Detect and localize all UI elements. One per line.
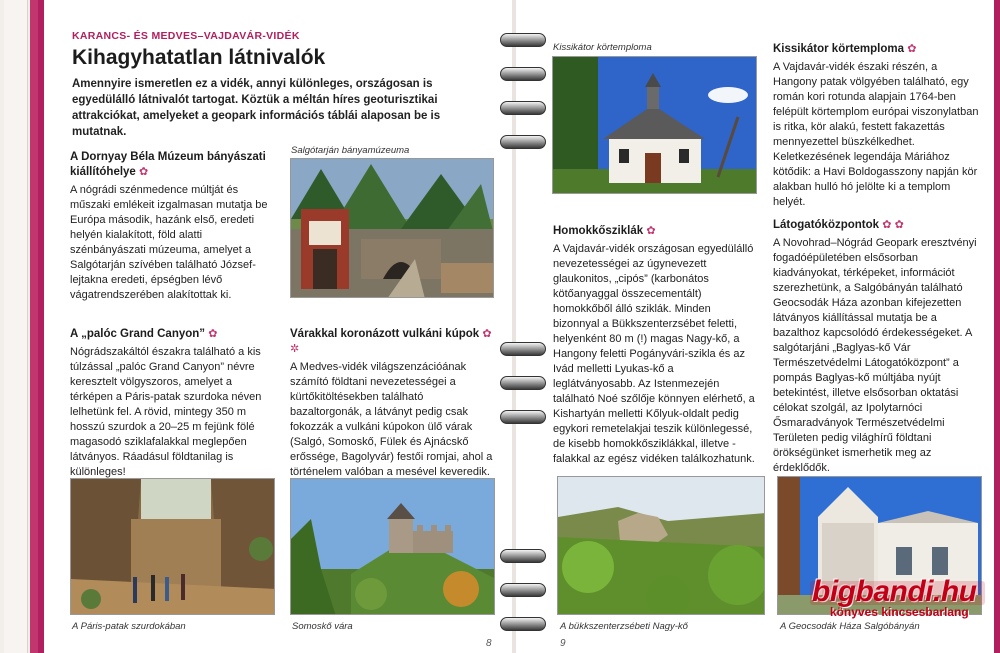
flower-icon: ✿ xyxy=(882,219,892,231)
section-title-kissikator: Kissikátor körtemploma xyxy=(773,43,905,55)
photo-somosko-castle xyxy=(290,478,495,615)
binding-ring xyxy=(500,342,546,356)
flower-icon: ✿ xyxy=(482,328,492,340)
section-canyon xyxy=(70,327,275,480)
section-latogato xyxy=(773,218,981,476)
caption-kiss: Kissikátor körtemploma xyxy=(553,42,652,53)
watermark-sub: könyves kincsesbarlang xyxy=(830,605,969,619)
caption-bany: Salgótarján bányamúzeuma xyxy=(291,145,410,156)
region-kicker: KARANCS- ÉS MEDVES–VAJDAVÁR-VIDÉK xyxy=(72,30,300,42)
binding-ring xyxy=(500,135,546,149)
caption-geo: A Geocsodák Háza Salgóbányán xyxy=(780,621,920,632)
caption-paris: A Páris-patak szurdokában xyxy=(72,621,186,632)
flower-icon: ✿ xyxy=(907,43,917,55)
section-body-dornyay: A nógrádi szénmedence múltját és műszaki emlékeit izgalmasan mutatja be Európa második, hazánk első, eredeti helyén kialakított, föld alatti szénbányászati múzeuma, amelyet a Salgótarján szívében található József-lejtakna eredeti, épségben lévő vágatrendszerében alakítottak ki. xyxy=(70,184,268,301)
section-title-dornyay: A Dornyay Béla Múzeum bányászati kiállítóhelye xyxy=(70,151,266,178)
left-page-edge xyxy=(0,0,38,653)
section-title-homokko: Homokkősziklák xyxy=(553,225,644,237)
section-homokko xyxy=(553,224,759,467)
flower-icon: ✿ xyxy=(894,219,904,231)
intro-text: Amennyire ismeretlen ez a vidék, annyi különleges, országosan is egyedülálló látnivalót tartogat. Köztük a méltán híres geoturisztikai attrakciókat, amelyeket a geopark információs táblái alaposan be is mutatnak. xyxy=(72,78,441,138)
section-kissikator xyxy=(773,42,981,210)
mark-icon: ✲ xyxy=(290,343,300,355)
page-number-right: 9 xyxy=(560,638,566,649)
binding-ring xyxy=(500,67,546,81)
binding-ring xyxy=(500,410,546,424)
flower-icon: ✿ xyxy=(646,225,656,237)
binding-ring xyxy=(500,583,546,597)
photo-paris-gorge xyxy=(70,478,275,615)
section-body-homokko: A Vajdavár-vidék országosan egyedülálló nevezetességei az úgynevezett glaukonitos, „cipós” (karbonátos kötőanyaggal összecementált) homokkőből álló sziklák. Minden bizonnyal a Bükkszenterzsébet feletti, helyenként 80 m (!) magas Nagy-kő, a Hangony feletti Pogányvári-szikla és az Ivád melletti Lyukas-kő a leglátványosabb. Az Istenmezején található Noé szőlője könnyen elérhető, a Kishartyán melletti Kőlyuk-oldalt pedig egykori remetelakjai teszik különlegessé, de kisebb homokkősziklákkal, illetve -falakkal az egész vidéken találkozhatunk. xyxy=(553,243,755,465)
flower-icon: ✿ xyxy=(208,328,218,340)
binding-ring xyxy=(500,376,546,390)
photo-mine-museum xyxy=(290,158,494,298)
photo-round-church xyxy=(552,56,757,194)
photo-nagy-ko xyxy=(557,476,765,615)
section-body-canyon: Nógrádszakáltól északra található a kis túlzással „palóc Grand Canyon” névre keresztelt völgyszoros, amelyet a térképen a Páris-patak szurdoka néven lelhetünk fel. A rövid, mintegy 350 m hosszú szurdok a 20–25 m fejünk fölé magasodó sziklafalakkal meglepően látványos. Ráadásul földtanilag is különleges! xyxy=(70,346,262,478)
flower-icon: ✿ xyxy=(139,166,149,178)
section-dornyay xyxy=(70,150,275,303)
section-varakkal xyxy=(290,327,495,480)
page-header xyxy=(72,30,492,140)
section-title-canyon: A „palóc Grand Canyon” xyxy=(70,328,206,340)
spiral-binding xyxy=(500,0,524,653)
binding-ring xyxy=(500,617,546,631)
caption-somosko: Somoskő vára xyxy=(292,621,353,632)
binding-ring xyxy=(500,101,546,115)
binding-ring xyxy=(500,549,546,563)
section-title-varakkal: Várakkal koronázott vulkáni kúpok xyxy=(290,328,480,340)
binding-ring xyxy=(500,33,546,47)
section-title-latogato: Látogatóközpontok xyxy=(773,219,880,231)
page-number-left: 8 xyxy=(486,638,492,649)
watermark xyxy=(812,575,976,619)
section-body-varakkal: A Medves-vidék világszenzációának számító földtani nevezetességei a kürtőkitöltésekben található bazaltorgonák, a látványt pedig csak fokozzák a vulkáni kúpokon ülő várak (Salgó, Somoskő, Fülek és Ajnácskő erőssége, Bagolyvár) festői romjai, ahol a történelem valóban a mesével keveredik. xyxy=(290,361,493,478)
page-title: Kihagyhatatlan látnivalók xyxy=(72,46,326,69)
section-body-latogato: A Novohrad–Nógrád Geopark eresztvényi fogadóépületében elsősorban kiadványokat, térképeket, információt szerezhetünk, a Salgóbányán található Geocsodák Háza azonban kifejezetten látványos kiállítással mutatja be a bazalthoz kapcsolódó érdekességeket. A salgótarjáni „Baglyas-kő Vár Természetvédelmi Látogatóközpont” a pompás Baglyas-kő múltjába nyújt betekintést, illetve elsősorban oktatási célokat szolgál, az Ipolytarnóci Ősmaradványok Természetvédelmi Területen pedig világhírű földtani örökségünket ismerhetik meg az érdeklődők. xyxy=(773,237,977,474)
caption-nagyko: A bükkszenterzsébeti Nagy-kő xyxy=(560,621,688,632)
watermark-main: bigbandi.hu xyxy=(812,575,977,608)
section-body-kissikator: A Vajdavár-vidék északi részén, a Hangony patak völgyében található, egy román kori rotunda alapjain 1764-ben felépült körtemplom európai viszonylatban is ritka, kör alakú, festett fakazettás mennyezettel büszkélkedhet. Keletkezésének legendája Máriához kötődik: a Havi Boldogasszony napján kör alakban hulló hó jelölte ki a templom helyét. xyxy=(773,61,979,208)
